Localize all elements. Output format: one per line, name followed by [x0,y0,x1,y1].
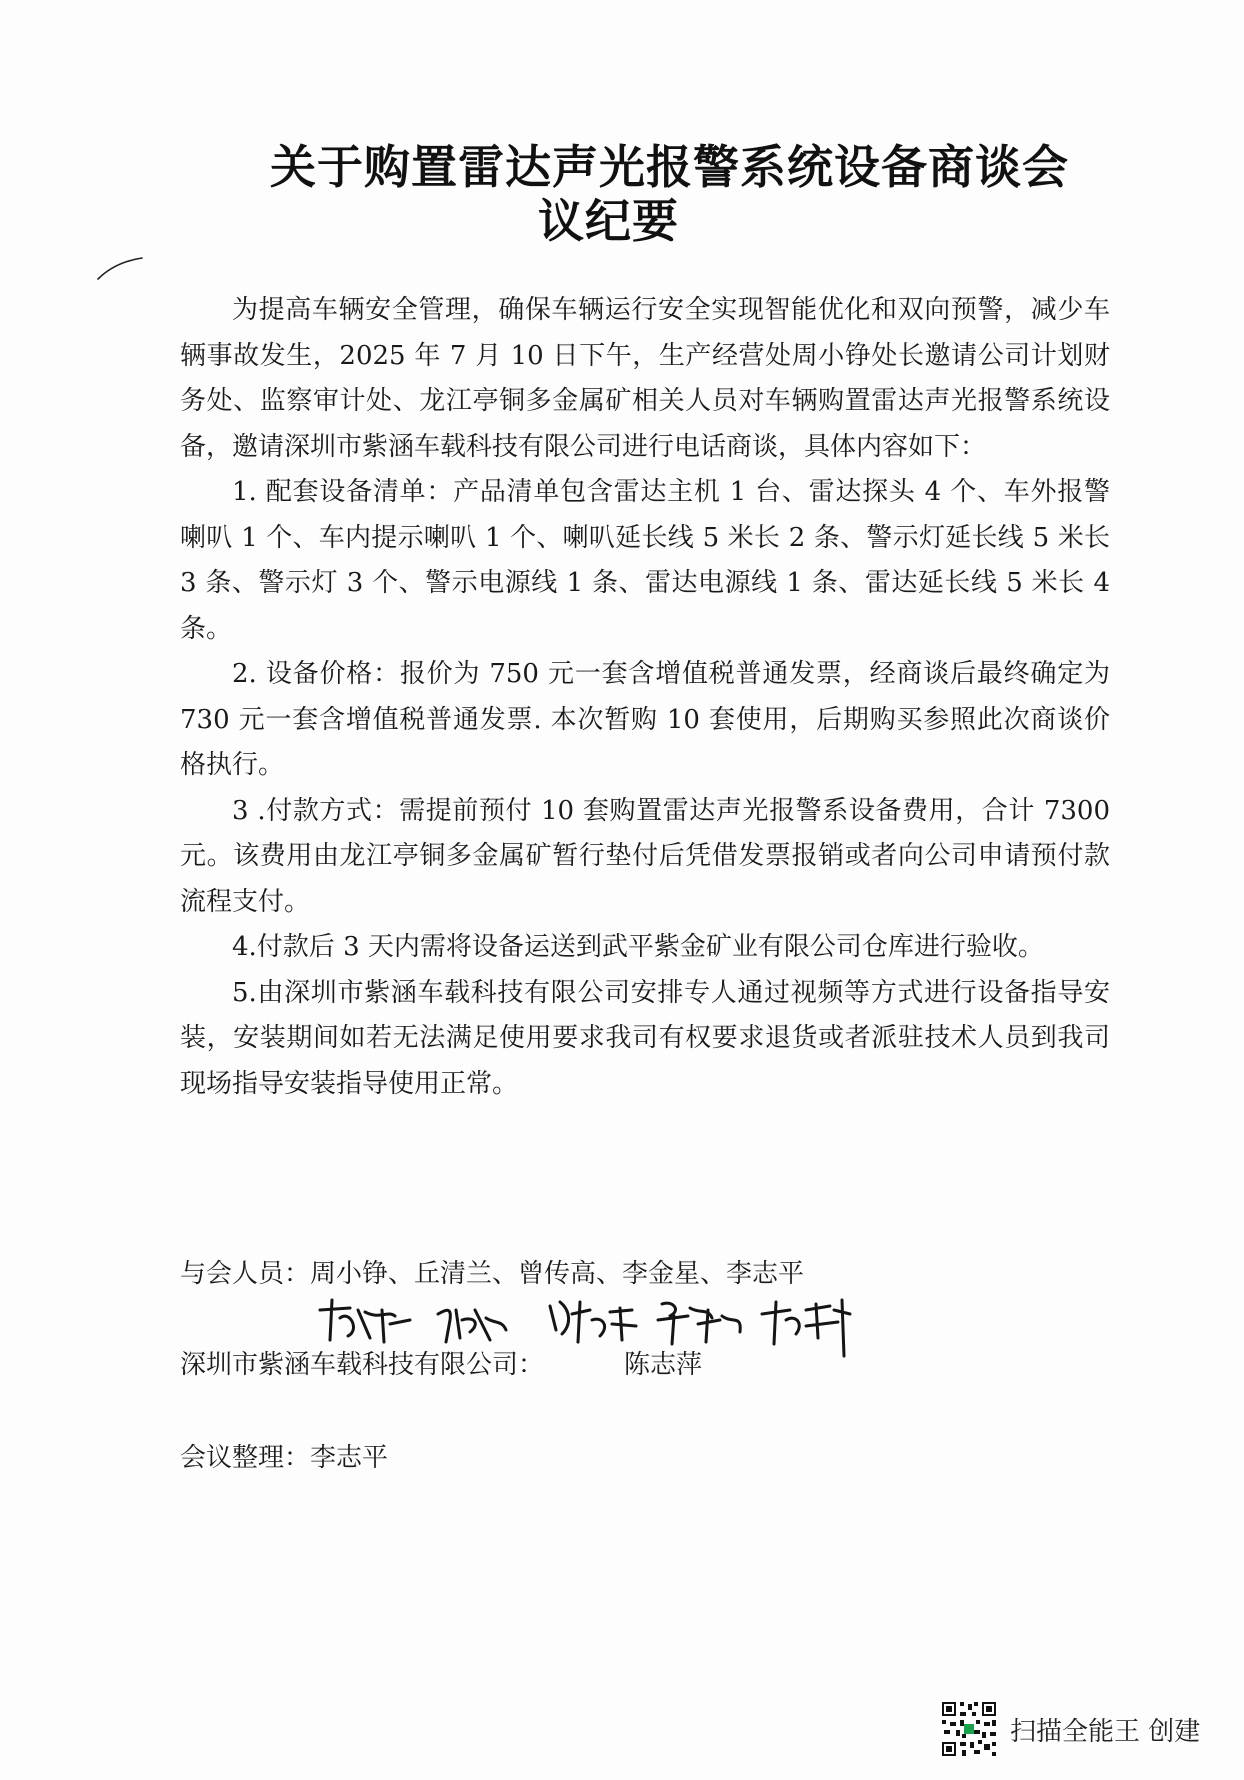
company-label: 深圳市紫涵车载科技有限公司： [180,1350,545,1380]
watermark-text: 扫描全能王 创建 [1010,1716,1201,1747]
scanner-watermark [940,1700,1200,1758]
paragraph-intro: 为提高车辆安全管理，确保车辆运行安全实现智能优化和双向预警，减少车辆事故发生，2025 年 7 月 10 日下午，生产经营处周小铮处长邀请公司计划财务处、监察审计处、龙江亭铜多金属矿相关人员对车辆购置雷达声光报警系统设备，邀请深圳市紫涵车载科技有限公司进行电话商谈，具体内容如下： [180,295,1110,462]
pen-stroke-mark [96,255,146,283]
paragraph-item-2: 2. 设备价格：报价为 750 元一套含增值税普通发票，经商谈后最终确定为 730 元一套含增值税普通发票. 本次暂购 10 套使用，后期购买参照此次商谈价格执行。 [180,659,1110,780]
document-body [180,288,1110,1107]
title-line-2: 议纪要 [538,194,679,248]
attendees-line: 与会人员：周小铮、丘清兰、曾传高、李金星、李志平 [180,1259,805,1289]
qr-code-icon [940,1700,998,1758]
company-representative: 陈志萍 [624,1350,703,1380]
title-line-1: 关于购置雷达声光报警系统设备商谈会 [270,140,1069,194]
paragraph-item-1: 1. 配套设备清单：产品清单包含雷达主机 1 台、雷达探头 4 个、车外报警喇叭 1 个、车内提示喇叭 1 个、喇叭延长线 5 米长 2 条、警示灯延长线 5 米长 3 条、警示灯 3 个、警示电源线 1 条、雷达电源线 1 条、雷达延长线 5 米长 4 条。 [180,477,1110,644]
paragraph-item-4: 4.付款后 3 天内需将设备运送到武平紫金矿业有限公司仓库进行验收。 [232,932,1044,962]
paragraph-item-5: 5.由深圳市紫涵车载科技有限公司安排专人通过视频等方式进行设备指导安装，安装期间如若无法满足使用要求我司有权要求退货或者派驻技术人员到我司现场指导安装指导使用正常。 [180,977,1110,1099]
document-title [270,140,1130,248]
company-line [180,1345,702,1385]
paragraph-item-3: 3 .付款方式：需提前预付 10 套购置雷达声光报警系设备费用，合计 7300 元。该费用由龙江亭铜多金属矿暂行垫付后凭借发票报销或者向公司申请预付款流程支付。 [180,795,1110,917]
recorder-line: 会议整理：李志平 [180,1443,389,1473]
